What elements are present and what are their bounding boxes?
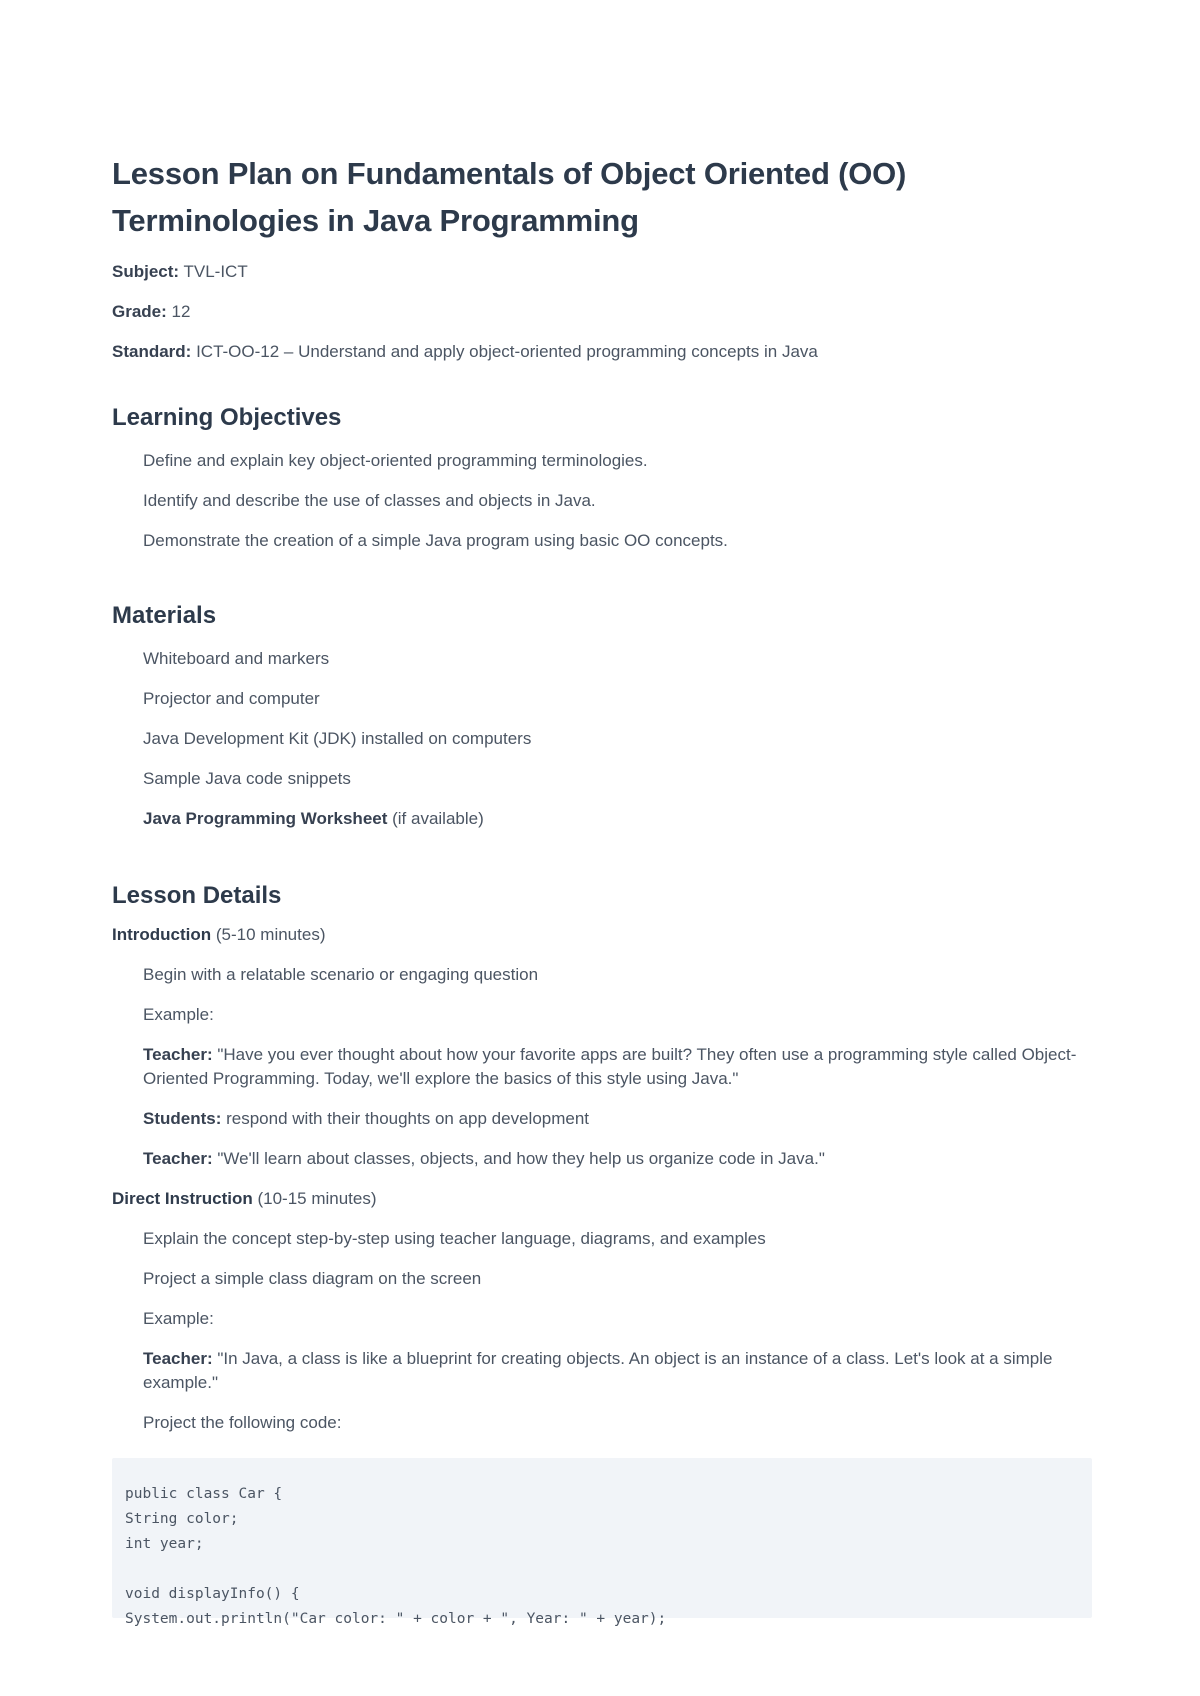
materials-heading: Materials xyxy=(112,602,217,629)
direct-item: Project the following code: xyxy=(143,1413,342,1432)
intro-students-line: Students: respond with their thoughts on app development xyxy=(143,1109,590,1128)
intro-teacher-line: Teacher: "Have you ever thought about how your favorite apps are built? They often use a programming style called Object-Oriented Programming. Today, we'll explore the basics of this style using Java." xyxy=(143,1045,1077,1088)
code-snippet: public class Car { String color; int year; void displayInfo() { System.out.println("Car color: " + color + ", Year: " + year); xyxy=(125,1486,667,1627)
material-item: Sample Java code snippets xyxy=(143,769,351,788)
direct-item: Example: xyxy=(143,1309,214,1328)
direct-item: Explain the concept step-by-step using teacher language, diagrams, and examples xyxy=(143,1229,766,1248)
objective-item: Demonstrate the creation of a simple Java program using basic OO concepts. xyxy=(143,531,728,550)
intro-teacher-line: Teacher: "We'll learn about classes, objects, and how they help us organize code in Java." xyxy=(143,1149,825,1168)
standard-line: Standard: ICT-OO-12 – Understand and apply object-oriented programming concepts in Java xyxy=(112,342,818,361)
grade-line: Grade: 12 xyxy=(112,302,191,321)
page-title: Lesson Plan on Fundamentals of Object Oriented (OO) Terminologies in Java Programming xyxy=(112,156,907,238)
objective-item: Identify and describe the use of classes and objects in Java. xyxy=(143,491,596,510)
material-item-worksheet: Java Programming Worksheet (if available) xyxy=(143,809,484,828)
material-item: Java Development Kit (JDK) installed on computers xyxy=(143,729,532,748)
direct-instruction-label: Direct Instruction (10-15 minutes) xyxy=(112,1189,377,1208)
direct-item: Project a simple class diagram on the screen xyxy=(143,1269,482,1288)
code-block xyxy=(112,1458,1092,1627)
intro-item: Begin with a relatable scenario or engaging question xyxy=(143,965,539,984)
document-content xyxy=(112,150,1092,1435)
objectives-heading: Learning Objectives xyxy=(112,404,342,431)
material-item: Whiteboard and markers xyxy=(143,649,330,668)
direct-teacher-line: Teacher: "In Java, a class is like a blueprint for creating objects. An object is an instance of a class. Let's look at a simple example." xyxy=(143,1349,1053,1392)
introduction-label: Introduction (5-10 minutes) xyxy=(112,925,326,944)
intro-item: Example: xyxy=(143,1005,214,1024)
material-item: Projector and computer xyxy=(143,689,320,708)
lesson-details-heading: Lesson Details xyxy=(112,882,282,909)
subject-line: Subject: TVL-ICT xyxy=(112,262,248,281)
objective-item: Define and explain key object-oriented programming terminologies. xyxy=(143,451,648,470)
